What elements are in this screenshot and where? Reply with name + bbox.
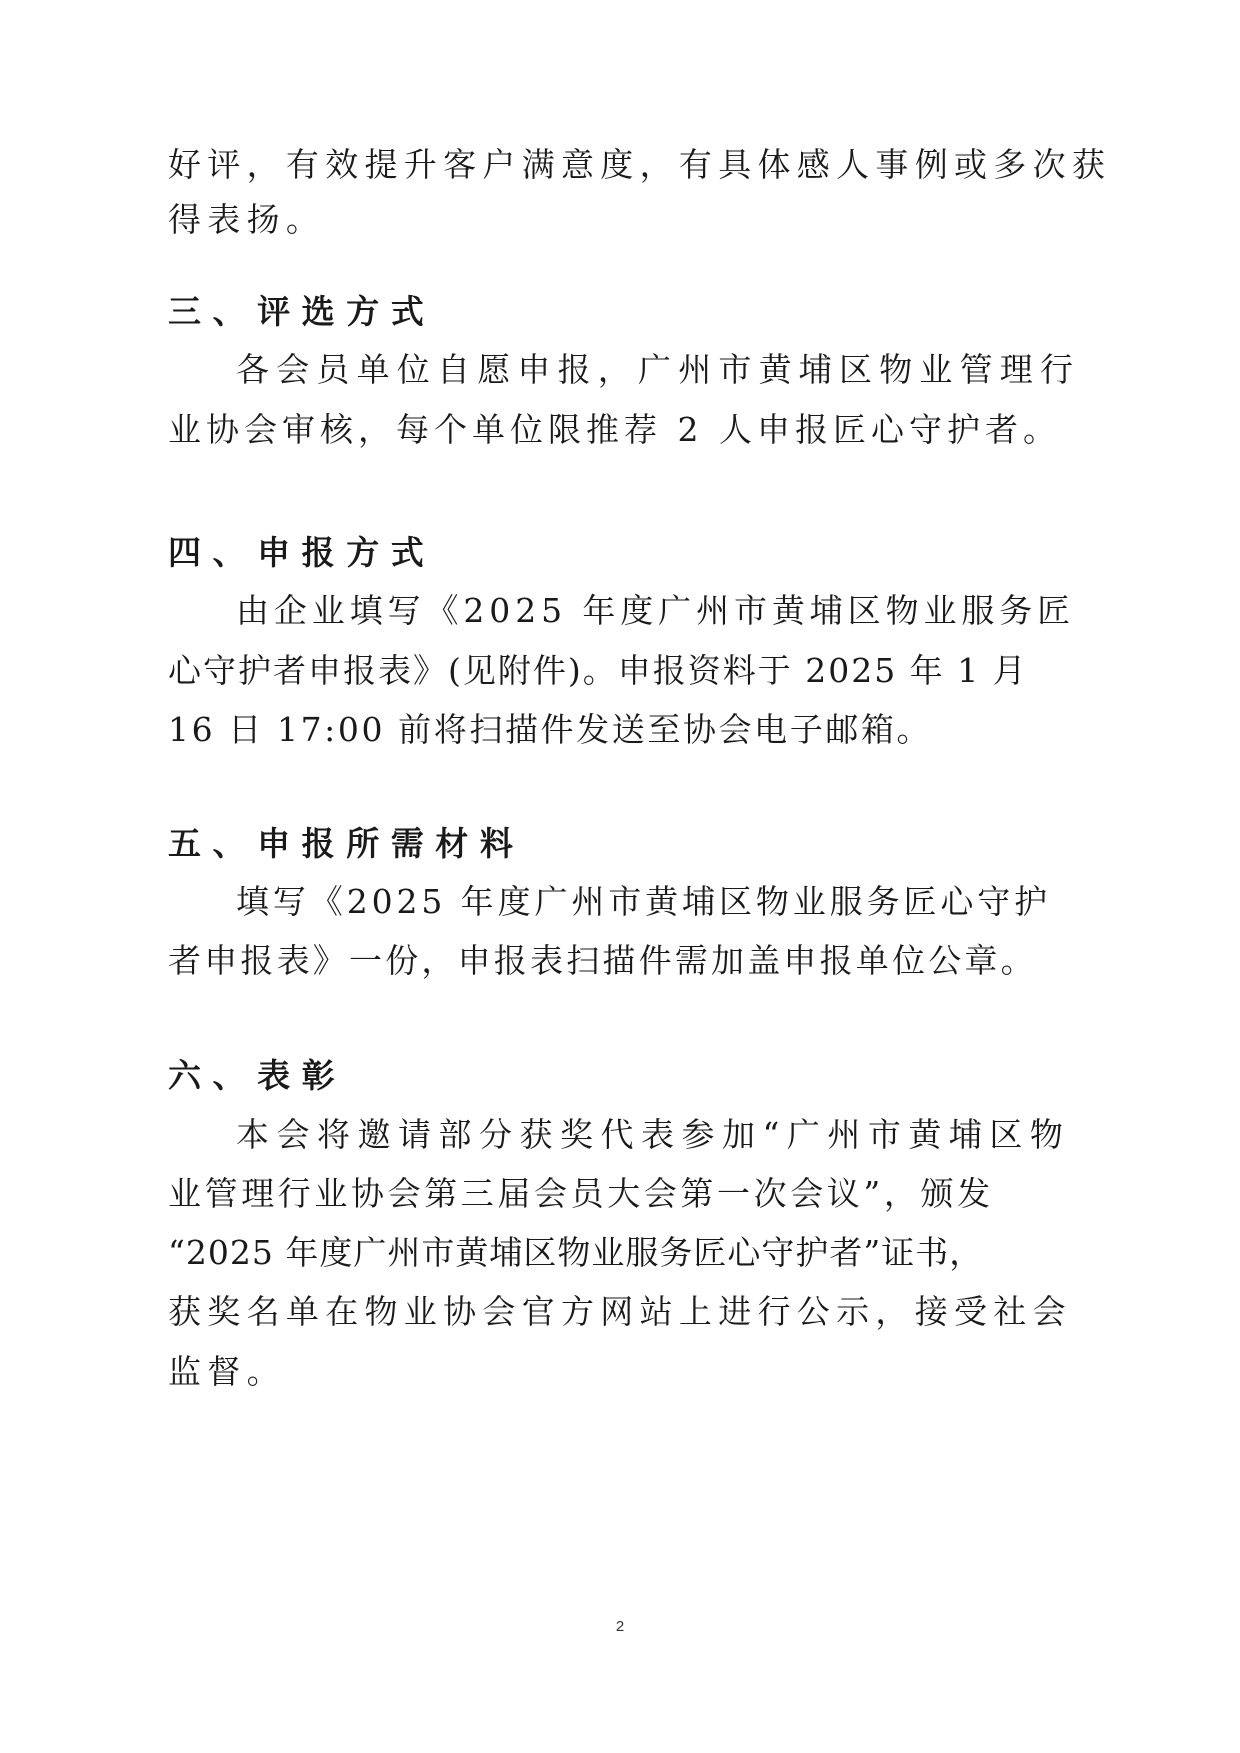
text-line <box>0 1223 1240 1283</box>
text-line-content: 心守护者申报表》(见附件)。申报资料于 2025 年 1 月 <box>168 651 1028 690</box>
text-line <box>0 1282 1240 1342</box>
text-line <box>0 1164 1240 1224</box>
text-line-content: 各会员单位自愿申报，广州市黄埔区物业管理行 <box>236 350 1081 389</box>
section-heading-text: 三、评选方式 <box>168 292 436 331</box>
section-heading <box>0 282 1240 342</box>
text-line-content: 16 日 17:00 前将扫描件发送至协会电子邮箱。 <box>168 710 933 749</box>
text-line <box>0 872 1240 932</box>
section-heading <box>0 1046 1240 1106</box>
text-line-content: 填写《2025 年度广州市黄埔区物业服务匠心守护 <box>236 882 1052 921</box>
page-number: 2 <box>615 1618 625 1635</box>
text-line-content: 监督。 <box>168 1352 286 1391</box>
text-line-content: 好评，有效提升客户满意度，有具体感人事例或多次获 <box>168 145 1112 184</box>
section-heading-text: 五、申报所需材料 <box>168 824 525 863</box>
text-line-content: 本会将邀请部分获奖代表参加“广州市黄埔区物 <box>236 1115 1071 1154</box>
text-line-content: 者申报表》一份，申报表扫描件需加盖申报单位公章。 <box>168 941 1037 980</box>
section-heading-text: 四、申报方式 <box>168 533 436 572</box>
text-line <box>0 931 1240 991</box>
section-heading-text: 六、表彰 <box>168 1056 347 1095</box>
text-line <box>0 1342 1240 1402</box>
text-line <box>0 1105 1240 1165</box>
text-line-content: 得表扬。 <box>168 200 326 239</box>
text-line <box>0 135 1240 195</box>
section-heading <box>0 814 1240 874</box>
text-line <box>0 641 1240 701</box>
text-line-content: 由企业填写《2025 年度广州市黄埔区物业服务匠 <box>236 591 1076 630</box>
text-line <box>0 400 1240 460</box>
text-line-content: “2025 年度广州市黄埔区物业服务匠心守护者”证书， <box>168 1233 984 1272</box>
text-line <box>0 700 1240 760</box>
text-line-content: 业协会审核，每个单位限推荐 2 人申报匠心守护者。 <box>168 410 1061 449</box>
text-line <box>0 190 1240 250</box>
text-line-content: 业管理行业协会第三届会员大会第一次会议”，颁发 <box>168 1174 994 1213</box>
section-heading <box>0 523 1240 583</box>
text-line <box>0 581 1240 641</box>
text-line <box>0 340 1240 400</box>
text-line-content: 获奖名单在物业协会官方网站上进行公示，接受社会 <box>168 1292 1072 1331</box>
